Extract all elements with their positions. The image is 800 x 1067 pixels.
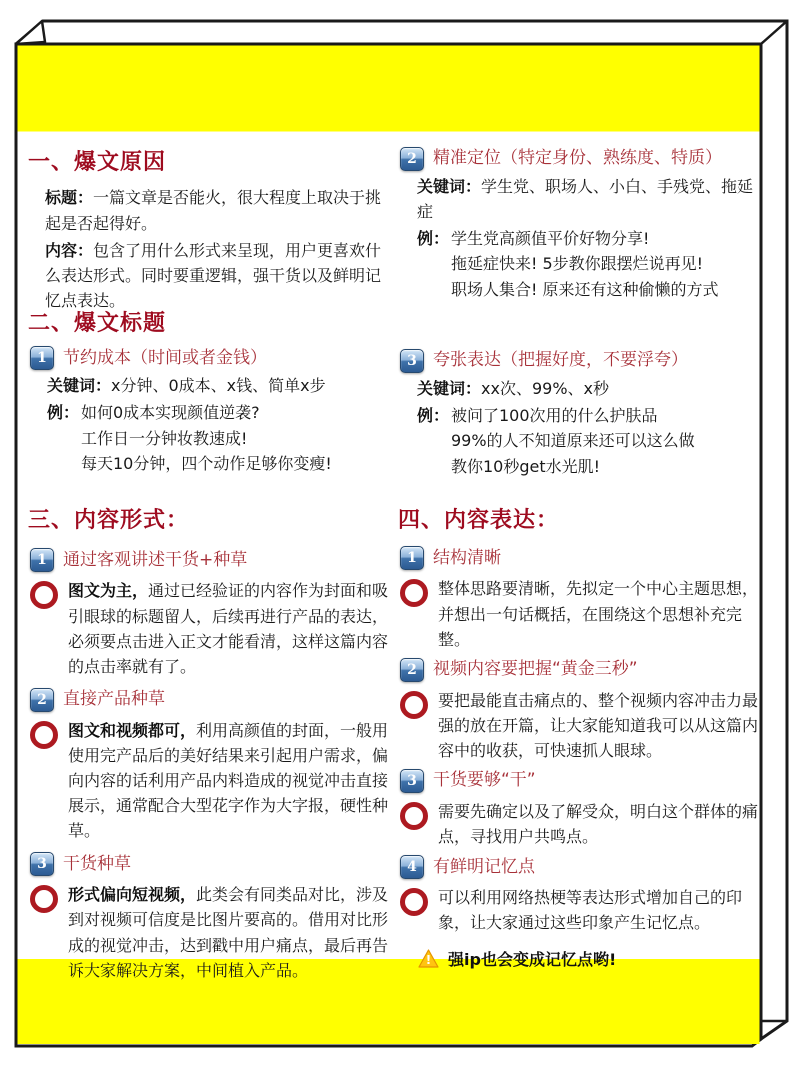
section-3-heading: 三、内容形式： [28,508,190,533]
example-line: 工作日一分钟妆教速成! [81,428,248,448]
example-line: 如何0成本实现颜值逆袭? [81,403,260,423]
number-badge-3-icon: 3 [400,349,424,373]
circle-bullet-icon [30,721,58,749]
circle-bullet-icon [30,581,58,609]
title-tip-item-2 [398,147,756,302]
keywords-line [417,377,756,402]
example-line: 学生党高颜值平价好物分享! [451,228,650,248]
number-badge-1-icon: 1 [30,548,54,572]
keywords-text: x分钟、0成本、x钱、简单x步 [111,376,326,396]
keywords-line [417,175,756,225]
number-badge-3-icon: 3 [30,852,54,876]
svg-text:!: ! [425,953,432,968]
warning-icon [418,949,439,968]
section-1-baowen-reason [28,150,386,316]
keywords-label: 关键词： [417,379,482,398]
bullet-text: 整体思路要清晰，先拟定一个中心主题思想，并想出一句话概括，在围绕这个思想补充完整。 [438,579,759,649]
circle-bullet-icon [30,885,58,913]
item-title: 通过客观讲述干货+种草 [63,549,248,570]
example-lines [417,403,756,480]
bullet-lead: 图文和视频都可， [68,720,197,740]
content-form-item-3 [28,852,390,982]
warning-note [418,947,760,970]
bullet-text: 图文和视频都可，利用高颜值的封面，一般用使用完产品后的美好结果来引起用户需求，偏向内容的话利用产品内料造成的视觉冲击直接展示，通常配合大型花字作为大字报，硬性种草。 [68,720,389,841]
section-1-heading: 一、爆文原因 [28,150,167,175]
number-badge-3-icon: 3 [400,769,424,793]
item-title: 干货要够“干” [433,770,536,791]
bullet-text: 要把最能直击痛点的、整个视频内容冲击力最强的放在开篇，让大家能知道我可以从这篇内容中的收获，可快速抓人眼球。 [438,690,759,760]
keywords-label: 关键词： [417,177,482,196]
number-badge-2-icon: 2 [30,688,54,712]
content-paragraph [45,238,386,314]
warning-text: 强ip也会变成记忆点哟! [448,950,617,970]
bullet-text: 可以利用网络热梗等表达形式增加自己的印象，让大家通过这些印象产生记忆点。 [438,888,743,933]
bullet-text: 需要先确定以及了解受众，明白这个群体的痛点，寻找用户共鸣点。 [438,802,759,847]
bullet-lead: 图文为主， [68,581,149,601]
title-tip-item-3 [398,349,756,480]
item-title: 视频内容要把握“黄金三秒” [433,659,638,680]
section-2-heading: 二、爆文标题 [28,311,167,336]
circle-bullet-icon [400,802,428,830]
content-form-item-1 [28,548,390,678]
item-title: 夸张表达（把握好度，不要浮夸） [433,350,688,371]
example-label: 例： [417,228,450,248]
example-line: 99%的人不知道原来还可以这么做 [451,431,695,451]
example-line: 职场人集合! 原来还有这种偷懒的方式 [451,279,719,299]
title-label: 标题： [45,188,94,208]
number-badge-1-icon: 1 [30,346,54,370]
expression-item-1 [398,546,760,651]
number-badge-1-icon: 1 [400,546,424,570]
bullet-text: 图文为主，通过已经验证的内容作为封面和吸引眼球的标题留人，后续再进行产品的表达，必须要点击进入正文才能看清，这样这篇内容的点击率就有了。 [68,581,389,676]
section-4-heading: 四、内容表达： [398,508,560,533]
number-badge-4-icon: 4 [400,855,424,879]
example-line: 拖延症快来! 5步教你跟摆烂说再见! [451,254,704,274]
number-badge-2-icon: 2 [400,147,424,171]
example-lines [417,226,756,303]
content-text: 包含了用什么形式来呈现，用户更喜欢什么表达形式。同时要重逻辑，强干货以及鲜明记忆点表达。 [45,240,382,311]
title-paragraph [45,185,386,236]
item-title: 干货种草 [63,853,131,874]
number-badge-2-icon: 2 [400,658,424,682]
bullet-lead: 形式偏向短视频， [68,885,197,905]
bullet-text: 形式偏向短视频，此类会有同类品对比，涉及到对视频可信度是比图片要高的。借用对比形成的视觉冲击，达到戳中用户痛点，最后再告诉大家解决方案，中间植入产品。 [68,885,389,980]
item-title: 直接产品种草 [63,689,165,710]
title-text: 一篇文章是否能火，很大程度上取决于挑起是否起得好。 [45,188,382,233]
expression-item-4 [398,855,760,935]
circle-bullet-icon [400,579,428,607]
example-label: 例： [417,405,450,425]
keywords-label: 关键词： [47,376,112,396]
item-title: 节约成本（时间或者金钱） [63,347,267,368]
content-label: 内容： [45,240,94,260]
keywords-text: 学生党、职场人、小白、手残党、拖延症 [417,177,754,221]
circle-bullet-icon [400,691,428,719]
keywords-text: xx次、99%、x秒 [481,379,609,398]
section-4-content-expression [398,508,760,970]
item-title: 有鲜明记忆点 [433,856,535,877]
example-line: 被问了100次用的什么护肤品 [451,405,658,425]
example-line: 教你10秒get水光肌! [451,456,601,476]
example-line: 每天10分钟，四个动作足够你变瘦! [81,454,332,474]
section-3-content-form [28,508,390,992]
title-tip-item-1 [28,346,386,477]
content-form-item-2 [28,688,390,844]
expression-item-2 [398,658,760,763]
expression-item-3 [398,769,760,849]
item-title: 精准定位（特定身份、熟练度、特质） [433,148,722,169]
item-title: 结构清晰 [433,547,501,568]
section-2-baowen-title [28,311,386,477]
circle-bullet-icon [400,888,428,916]
example-lines [47,400,386,477]
keywords-line [47,374,386,399]
example-label: 例： [47,403,80,423]
